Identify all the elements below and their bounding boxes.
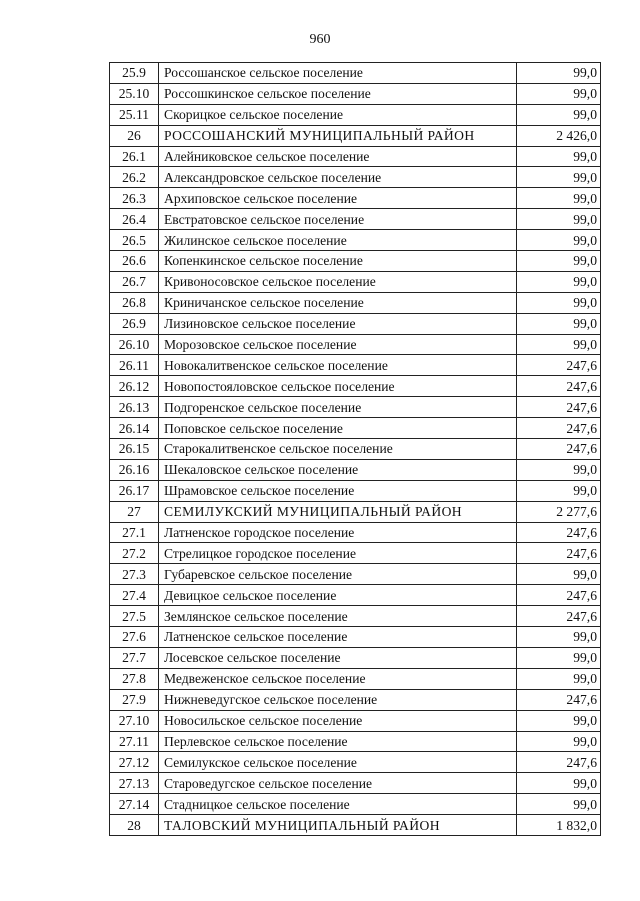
row-name: Губаревское сельское поселение (159, 564, 517, 585)
district-row (110, 125, 601, 146)
row-name: Староведугское сельское поселение (159, 773, 517, 794)
table-row (110, 731, 601, 752)
row-name: Шекаловское сельское поселение (159, 459, 517, 480)
row-name: Старокалитвенское сельское поселение (159, 439, 517, 460)
table-row (110, 104, 601, 125)
row-number: 27.14 (110, 794, 159, 815)
row-number: 26.14 (110, 418, 159, 439)
table-row (110, 752, 601, 773)
row-value: 247,6 (517, 752, 601, 773)
row-number: 26.16 (110, 459, 159, 480)
row-value: 247,6 (517, 543, 601, 564)
table-body (110, 63, 601, 836)
row-number: 26.2 (110, 167, 159, 188)
row-value: 247,6 (517, 606, 601, 627)
row-name: Новопостояловское сельское поселение (159, 376, 517, 397)
table-row (110, 794, 601, 815)
district-row (110, 501, 601, 522)
row-value: 247,6 (517, 397, 601, 418)
row-value: 99,0 (517, 271, 601, 292)
table-row (110, 355, 601, 376)
row-value: 99,0 (517, 209, 601, 230)
row-value: 247,6 (517, 439, 601, 460)
row-value: 99,0 (517, 313, 601, 334)
row-number: 27.11 (110, 731, 159, 752)
row-name: Перлевское сельское поселение (159, 731, 517, 752)
row-number: 27.5 (110, 606, 159, 627)
row-number: 26.13 (110, 397, 159, 418)
row-value: 99,0 (517, 668, 601, 689)
row-value: 99,0 (517, 104, 601, 125)
row-value: 99,0 (517, 627, 601, 648)
row-number: 27.6 (110, 627, 159, 648)
row-value: 99,0 (517, 146, 601, 167)
row-number: 26.11 (110, 355, 159, 376)
row-value: 247,6 (517, 585, 601, 606)
row-name: Шрамовское сельское поселение (159, 480, 517, 501)
row-value: 99,0 (517, 63, 601, 84)
row-name: Землянское сельское поселение (159, 606, 517, 627)
row-value: 99,0 (517, 167, 601, 188)
row-number: 27.10 (110, 710, 159, 731)
row-name: Семилукское сельское поселение (159, 752, 517, 773)
table-row (110, 292, 601, 313)
table-row (110, 543, 601, 564)
table-row (110, 459, 601, 480)
row-number: 25.9 (110, 63, 159, 84)
table-row (110, 230, 601, 251)
table-row (110, 480, 601, 501)
row-name: Латненское городское поселение (159, 522, 517, 543)
row-value: 99,0 (517, 480, 601, 501)
row-name: Медвеженское сельское поселение (159, 668, 517, 689)
row-name: Подгоренское сельское поселение (159, 397, 517, 418)
row-value: 99,0 (517, 83, 601, 104)
row-number: 26.9 (110, 313, 159, 334)
budget-table (109, 62, 601, 836)
row-name: Поповское сельское поселение (159, 418, 517, 439)
row-name: Россошанское сельское поселение (159, 63, 517, 84)
table-row (110, 334, 601, 355)
row-value: 1 832,0 (517, 815, 601, 836)
row-value: 2 277,6 (517, 501, 601, 522)
row-value: 99,0 (517, 230, 601, 251)
row-number: 27.13 (110, 773, 159, 794)
row-name: Алейниковское сельское поселение (159, 146, 517, 167)
table-row (110, 585, 601, 606)
row-number: 26.8 (110, 292, 159, 313)
row-value: 247,6 (517, 689, 601, 710)
row-number: 26.17 (110, 480, 159, 501)
row-name: ТАЛОВСКИЙ МУНИЦИПАЛЬНЫЙ РАЙОН (159, 815, 517, 836)
table-row (110, 439, 601, 460)
row-value: 99,0 (517, 251, 601, 272)
row-name: Стрелицкое городское поселение (159, 543, 517, 564)
row-number: 26.12 (110, 376, 159, 397)
table-row (110, 251, 601, 272)
row-number: 28 (110, 815, 159, 836)
table-row (110, 522, 601, 543)
row-name: СЕМИЛУКСКИЙ МУНИЦИПАЛЬНЫЙ РАЙОН (159, 501, 517, 522)
table-row (110, 647, 601, 668)
row-name: Новосильское сельское поселение (159, 710, 517, 731)
row-value: 247,6 (517, 522, 601, 543)
row-value: 247,6 (517, 418, 601, 439)
row-name: Россошкинское сельское поселение (159, 83, 517, 104)
table-row (110, 83, 601, 104)
row-name: Скорицкое сельское поселение (159, 104, 517, 125)
row-name: Латненское сельское поселение (159, 627, 517, 648)
row-number: 27.9 (110, 689, 159, 710)
table-row (110, 271, 601, 292)
row-name: Александровское сельское поселение (159, 167, 517, 188)
row-name: Морозовское сельское поселение (159, 334, 517, 355)
row-value: 99,0 (517, 773, 601, 794)
row-name: Лосевское сельское поселение (159, 647, 517, 668)
row-value: 99,0 (517, 188, 601, 209)
row-value: 99,0 (517, 794, 601, 815)
row-value: 247,6 (517, 376, 601, 397)
table-row (110, 773, 601, 794)
table-row (110, 313, 601, 334)
row-value: 2 426,0 (517, 125, 601, 146)
row-number: 26.10 (110, 334, 159, 355)
row-number: 27 (110, 501, 159, 522)
row-value: 99,0 (517, 564, 601, 585)
row-number: 26.7 (110, 271, 159, 292)
row-name: Кривоносовское сельское поселение (159, 271, 517, 292)
row-name: Стадницкое сельское поселение (159, 794, 517, 815)
row-name: РОССОШАНСКИЙ МУНИЦИПАЛЬНЫЙ РАЙОН (159, 125, 517, 146)
row-number: 27.12 (110, 752, 159, 773)
table-row (110, 63, 601, 84)
row-name: Нижневедугское сельское поселение (159, 689, 517, 710)
table-row (110, 397, 601, 418)
table-row (110, 627, 601, 648)
table-row (110, 188, 601, 209)
row-name: Евстратовское сельское поселение (159, 209, 517, 230)
row-number: 26.6 (110, 251, 159, 272)
page-number: 960 (309, 32, 331, 47)
row-number: 26.5 (110, 230, 159, 251)
table-row (110, 167, 601, 188)
row-value: 99,0 (517, 731, 601, 752)
row-value: 99,0 (517, 334, 601, 355)
row-value: 247,6 (517, 355, 601, 376)
table-row (110, 668, 601, 689)
table-row (110, 146, 601, 167)
table-row (110, 689, 601, 710)
row-number: 27.7 (110, 647, 159, 668)
table-row (110, 418, 601, 439)
row-name: Новокалитвенское сельское поселение (159, 355, 517, 376)
row-number: 27.2 (110, 543, 159, 564)
row-number: 27.8 (110, 668, 159, 689)
table-row (110, 376, 601, 397)
row-number: 27.1 (110, 522, 159, 543)
table-row (110, 564, 601, 585)
table-row (110, 209, 601, 230)
row-number: 26.15 (110, 439, 159, 460)
row-name: Архиповское сельское поселение (159, 188, 517, 209)
row-number: 26.1 (110, 146, 159, 167)
table-row (110, 710, 601, 731)
row-value: 99,0 (517, 459, 601, 480)
row-value: 99,0 (517, 710, 601, 731)
row-number: 26 (110, 125, 159, 146)
table-row (110, 606, 601, 627)
row-number: 27.3 (110, 564, 159, 585)
row-number: 25.10 (110, 83, 159, 104)
row-name: Жилинское сельское поселение (159, 230, 517, 251)
row-name: Девицкое сельское поселение (159, 585, 517, 606)
row-number: 27.4 (110, 585, 159, 606)
row-number: 26.4 (110, 209, 159, 230)
district-row (110, 815, 601, 836)
row-value: 99,0 (517, 292, 601, 313)
row-value: 99,0 (517, 647, 601, 668)
row-name: Лизиновское сельское поселение (159, 313, 517, 334)
row-name: Копенкинское сельское поселение (159, 251, 517, 272)
row-name: Криничанское сельское поселение (159, 292, 517, 313)
row-number: 26.3 (110, 188, 159, 209)
row-number: 25.11 (110, 104, 159, 125)
